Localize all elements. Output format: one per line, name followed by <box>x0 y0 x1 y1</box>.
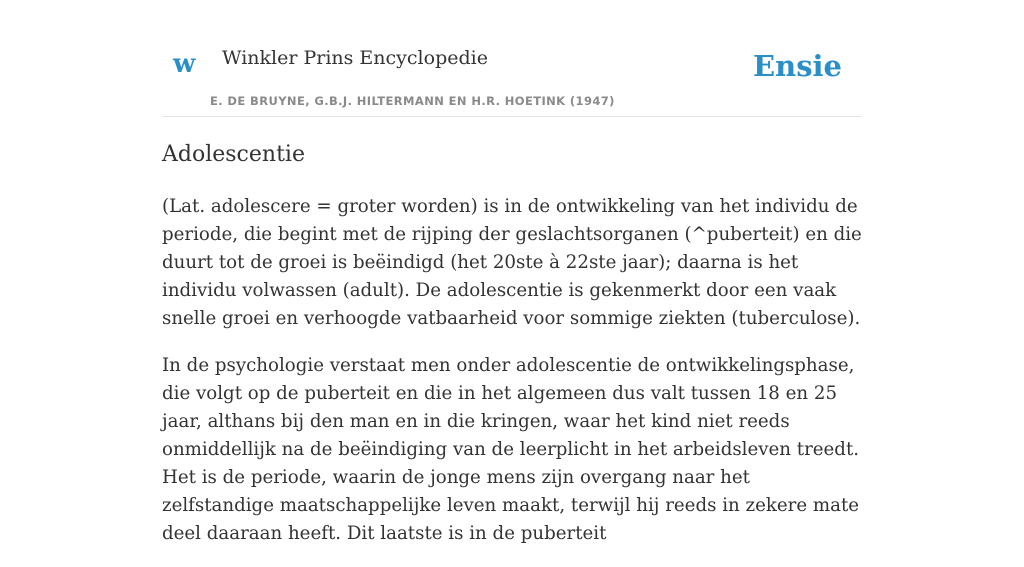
article-page <box>162 0 862 544</box>
ensie-logo[interactable]: Ensie <box>753 49 842 83</box>
encyclopedia-title[interactable]: Winkler Prins Encyclopedie <box>222 47 488 69</box>
article-title: Adolescentie <box>162 142 305 167</box>
paragraph-definition: (Lat. adolescere = groter worden) is in de ontwikkeling van het individu de periode, die begint met de rijping der geslachtsorganen (^puberteit) en die duurt tot de groei is beëindigd (het 20ste à 22ste jaar); daarna is het individu volwassen (adult). De adolescentie is gekenmerkt door een vaak snelle groei en verhoogde vatbaarheid voor sommige ziekten (tuberculose). <box>162 196 862 329</box>
article-body <box>162 193 862 567</box>
authors-line: E. DE BRUYNE, G.B.J. HILTERMANN EN H.R. HOETINK (1947) <box>210 94 615 108</box>
encyclopedia-logo[interactable]: w <box>173 49 196 79</box>
site-header <box>162 0 862 117</box>
paragraph-psychology: In de psychologie verstaat men onder adolescentie de ontwikkelingsphase, die volgt op de puberteit en die in het algemeen dus valt tussen 18 en 25 jaar, althans bij den man en in die kringen, waar het kind niet reeds onmiddellijk na de beëindiging van de leerplicht in het arbeidsleven treedt. Het is de periode, waarin de jonge mens zijn overgang naar het zelfstandige maatschappelijke leven maakt, terwijl hij reeds in zekere mate deel daaraan heeft. Dit laatste is in de puberteit <box>162 355 860 544</box>
